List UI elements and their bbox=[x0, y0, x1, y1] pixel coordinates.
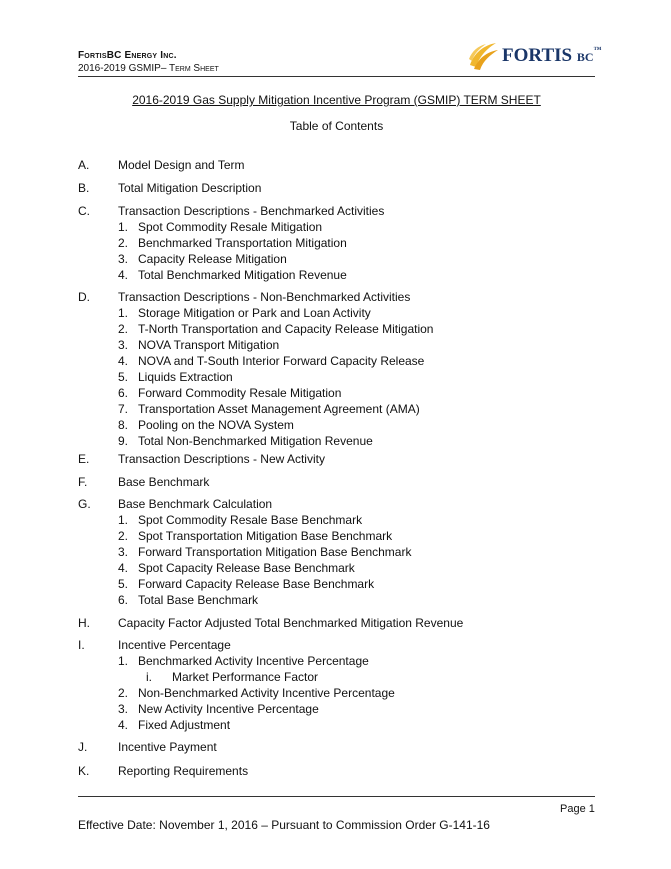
toc-section-title: Base Benchmark bbox=[118, 475, 210, 489]
toc-heading: Table of Contents bbox=[289, 119, 384, 133]
toc-item-number: 2. bbox=[118, 236, 129, 250]
header-divider bbox=[78, 76, 595, 77]
toc-section-letter: G. bbox=[78, 497, 91, 511]
toc-section-letter: E. bbox=[78, 452, 90, 466]
toc-section-letter: H. bbox=[78, 616, 90, 630]
toc-section-letter: I. bbox=[78, 638, 85, 652]
toc-item-title: NOVA Transport Mitigation bbox=[138, 338, 280, 352]
effective-date: Effective Date: November 1, 2016 – Pursuant to Commission Order G-141-16 bbox=[78, 818, 490, 832]
toc-item-number: 5. bbox=[118, 577, 129, 591]
toc-item-title: Spot Capacity Release Base Benchmark bbox=[138, 561, 355, 575]
logo-fortis-text: FORTIS bbox=[502, 45, 573, 66]
logo-wordmark bbox=[502, 45, 602, 67]
toc-item-title: Forward Capacity Release Base Benchmark bbox=[138, 577, 375, 591]
toc-section-letter: D. bbox=[78, 290, 90, 304]
toc-item-title: Spot Commodity Resale Base Benchmark bbox=[138, 513, 363, 527]
toc-item-title: Total Benchmarked Mitigation Revenue bbox=[138, 268, 347, 282]
toc-item-number: 3. bbox=[118, 338, 129, 352]
toc-section-letter: A. bbox=[78, 158, 90, 172]
toc-item-title: Non-Benchmarked Activity Incentive Percentage bbox=[138, 686, 395, 700]
toc-section-title: Transaction Descriptions - New Activity bbox=[118, 452, 325, 466]
toc-item-number: 1. bbox=[118, 513, 129, 527]
toc-section-letter: B. bbox=[78, 181, 90, 195]
toc-item-number: 4. bbox=[118, 561, 129, 575]
toc-item-number: 1. bbox=[118, 220, 129, 234]
fortisbc-logo bbox=[466, 38, 602, 74]
toc-item-title: Liquids Extraction bbox=[138, 370, 233, 384]
toc-item-title: Total Base Benchmark bbox=[138, 593, 259, 607]
toc-item-title: Market Performance Factor bbox=[172, 670, 319, 684]
toc-section-letter: F. bbox=[78, 475, 88, 489]
toc-item-number: 4. bbox=[118, 718, 129, 732]
toc-item-number: 3. bbox=[118, 252, 129, 266]
document-header bbox=[78, 50, 219, 75]
header-subtitle-text: 2016-2019 GSMIP– Term Sheet bbox=[78, 63, 219, 74]
toc-item-title: Fixed Adjustment bbox=[138, 718, 231, 732]
toc-item-number: 6. bbox=[118, 386, 129, 400]
toc-item-title: NOVA and T-South Interior Forward Capacity Release bbox=[138, 354, 425, 368]
flame-logo-icon bbox=[466, 39, 500, 73]
toc-item-title: Spot Commodity Resale Mitigation bbox=[138, 220, 323, 234]
company-name-text: FortisBC Energy Inc. bbox=[78, 50, 177, 61]
document-title: 2016-2019 Gas Supply Mitigation Incentive Program (GSMIP) TERM SHEET bbox=[132, 93, 541, 107]
toc-item-number: 1. bbox=[118, 306, 129, 320]
toc-item-number: 4. bbox=[118, 354, 129, 368]
toc-item-title: Storage Mitigation or Park and Loan Activity bbox=[138, 306, 371, 320]
toc-item-title: T-North Transportation and Capacity Release Mitigation bbox=[138, 322, 434, 336]
toc-item-number: 2. bbox=[118, 529, 129, 543]
toc-item-title: Transportation Asset Management Agreement (AMA) bbox=[138, 402, 420, 416]
toc-section-title: Incentive Payment bbox=[118, 740, 217, 754]
toc-section-title: Transaction Descriptions - Non-Benchmarked Activities bbox=[118, 290, 411, 304]
toc-item-title: New Activity Incentive Percentage bbox=[138, 702, 319, 716]
toc-item-number: i. bbox=[146, 670, 152, 684]
toc-item-title: Spot Transportation Mitigation Base Benchmark bbox=[138, 529, 393, 543]
logo-trademark: ™ bbox=[593, 45, 602, 54]
toc-item-title: Total Non-Benchmarked Mitigation Revenue bbox=[138, 434, 373, 448]
toc-section-letter: K. bbox=[78, 764, 90, 778]
toc-section-letter: C. bbox=[78, 204, 90, 218]
toc-item-title: Forward Commodity Resale Mitigation bbox=[138, 386, 342, 400]
page-number: Page 1 bbox=[560, 803, 595, 815]
toc-section-title: Incentive Percentage bbox=[118, 638, 231, 652]
toc-item-title: Forward Transportation Mitigation Base Benchmark bbox=[138, 545, 412, 559]
toc-section-title: Reporting Requirements bbox=[118, 764, 249, 778]
toc-item-number: 2. bbox=[118, 322, 129, 336]
toc-section-title: Total Mitigation Description bbox=[118, 181, 262, 195]
footer-divider bbox=[78, 796, 595, 797]
company-name bbox=[78, 50, 219, 62]
toc-item-number: 5. bbox=[118, 370, 129, 384]
toc-section-title: Capacity Factor Adjusted Total Benchmarked Mitigation Revenue bbox=[118, 616, 464, 630]
toc-item-number: 7. bbox=[118, 402, 129, 416]
logo-bc-text: BC bbox=[576, 50, 594, 64]
toc-item-number: 1. bbox=[118, 654, 129, 668]
toc-item-number: 2. bbox=[118, 686, 129, 700]
toc-item-title: Benchmarked Transportation Mitigation bbox=[138, 236, 347, 250]
toc-item-number: 3. bbox=[118, 545, 129, 559]
toc-item-number: 9. bbox=[118, 434, 129, 448]
toc-section-title: Model Design and Term bbox=[118, 158, 245, 172]
toc-section-title: Base Benchmark Calculation bbox=[118, 497, 273, 511]
toc-item-title: Benchmarked Activity Incentive Percentage bbox=[138, 654, 369, 668]
toc-item-number: 4. bbox=[118, 268, 129, 282]
toc-item-number: 8. bbox=[118, 418, 129, 432]
toc-section-title: Transaction Descriptions - Benchmarked Activities bbox=[118, 204, 385, 218]
header-subtitle bbox=[78, 62, 219, 75]
toc-item-title: Capacity Release Mitigation bbox=[138, 252, 287, 266]
toc-item-number: 3. bbox=[118, 702, 129, 716]
toc-item-title: Pooling on the NOVA System bbox=[138, 418, 294, 432]
toc-item-number: 6. bbox=[118, 593, 129, 607]
toc-section-letter: J. bbox=[78, 740, 88, 754]
